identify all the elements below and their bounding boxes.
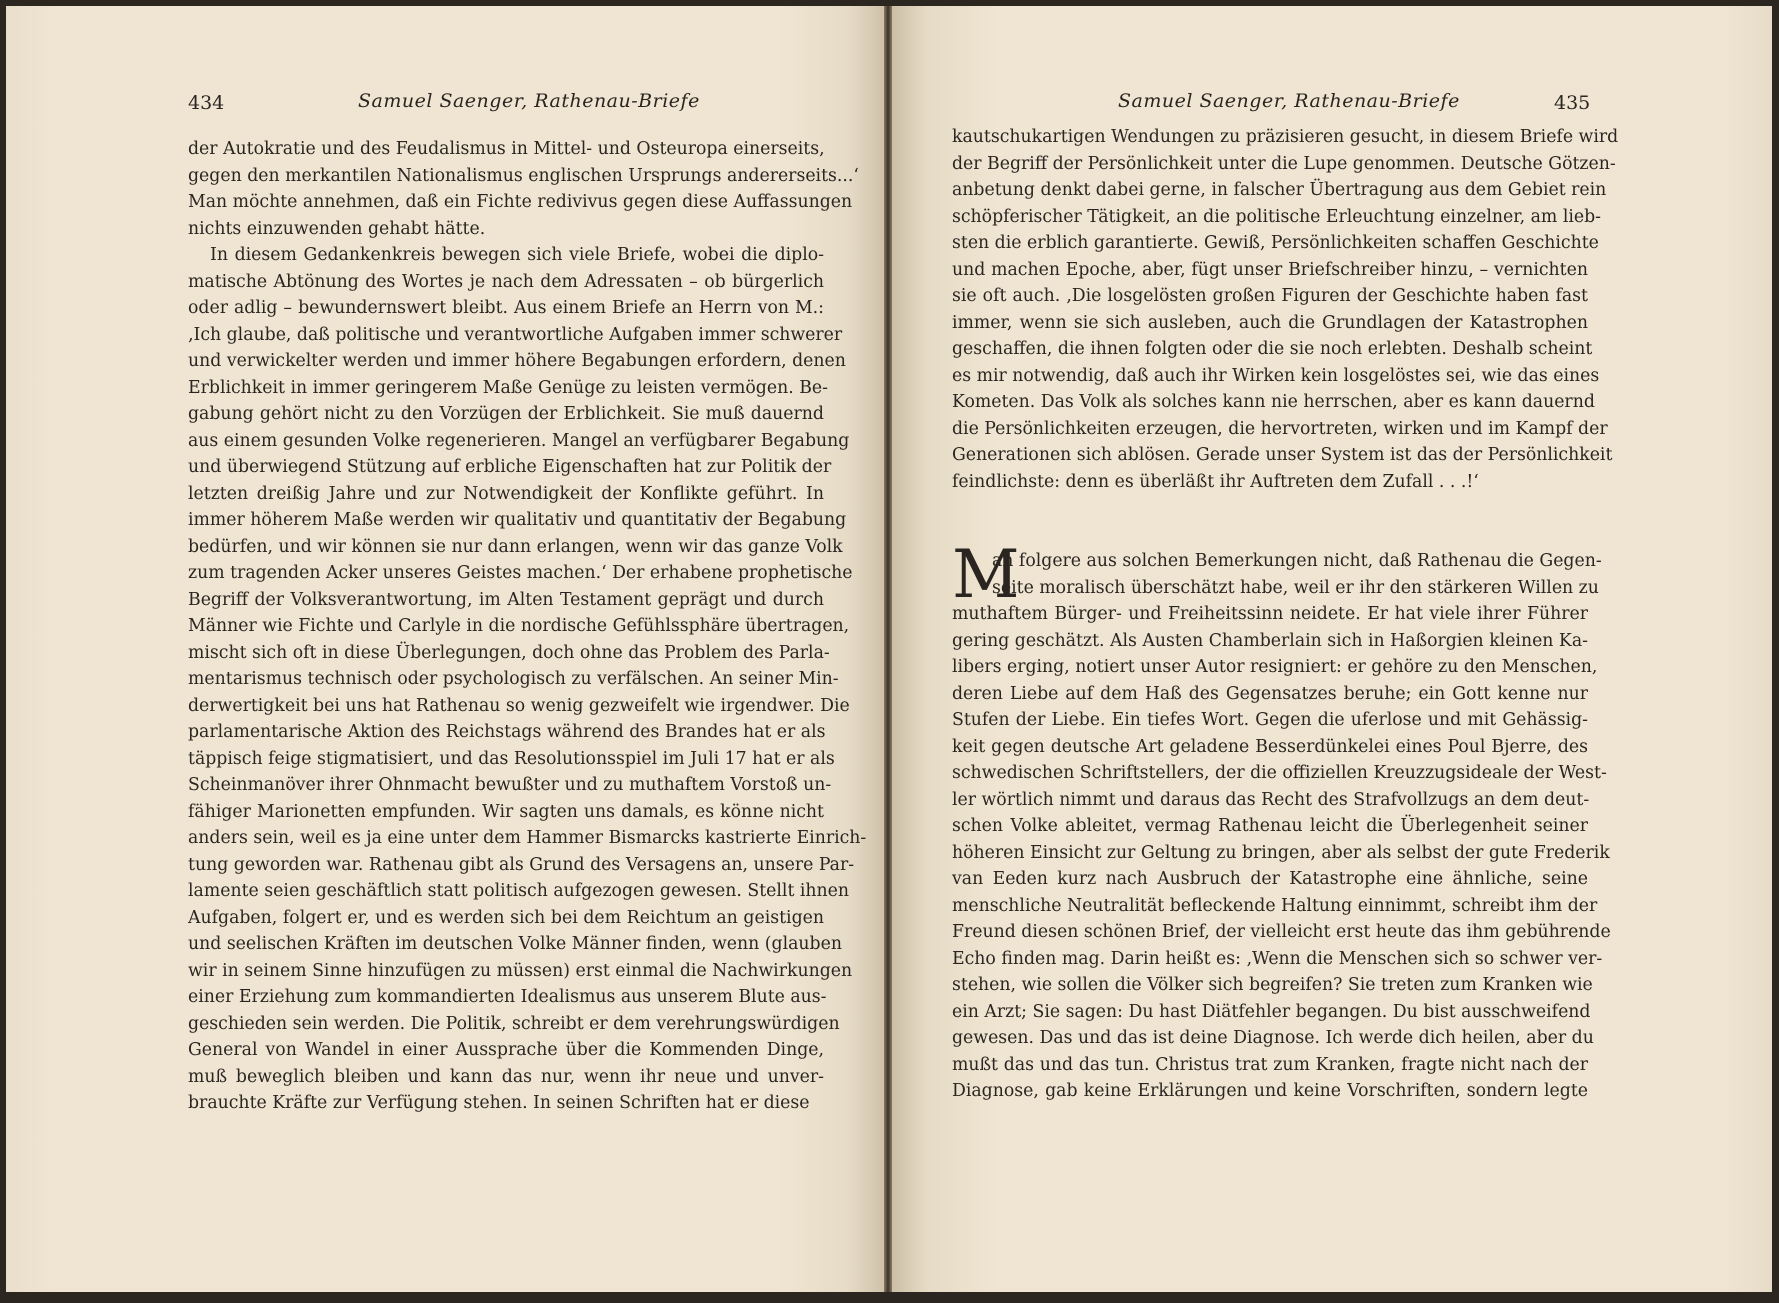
text-line: der Begriff der Persönlichkeit unter die Lupe genommen. Deutsche Götzen- bbox=[952, 153, 1616, 174]
text-line: sie oft auch. ‚Die losgelösten großen Figuren der Geschichte haben fast bbox=[952, 286, 1588, 306]
text-line: gabung gehört nicht zu den Vorzügen der Erblichkeit. Sie muß dauernd bbox=[188, 404, 824, 424]
text-line: libers erging, notiert unser Autor resigniert: er gehöre zu den Menschen, bbox=[952, 657, 1598, 677]
right-body-text-bottom bbox=[952, 601, 1611, 1105]
page-number-right: 435 bbox=[1554, 92, 1591, 114]
text-line: Erblichkeit in immer geringerem Maße Genüge zu leisten vermögen. Be- bbox=[188, 377, 828, 398]
text-line: menschliche Neutralität befleckende Haltung einnimmt, schreibt ihm der bbox=[952, 895, 1598, 916]
right-page bbox=[892, 6, 1772, 1292]
text-line: derwertigkeit bei uns hat Rathenau so wenig gezweifelt wie irgendwer. Die bbox=[188, 695, 850, 716]
book-gutter bbox=[884, 6, 892, 1292]
text-line: Scheinmanöver ihrer Ohnmacht bewußter und zu muthaftem Vorstoß un- bbox=[188, 775, 832, 795]
text-line: deren Liebe auf dem Haß des Gegensatzes beruhe; ein Gott kenne nur bbox=[952, 683, 1588, 704]
text-line: feindlichste: denn es überläßt ihr Auftreten dem Zufall . . .!‘ bbox=[952, 471, 1479, 492]
text-line: brauchte Kräfte zur Verfügung stehen. In seinen Schriften hat er diese bbox=[188, 1093, 810, 1113]
text-line: anders sein, weil es ja eine unter dem Hammer Bismarcks kastrierte Einrich- bbox=[188, 828, 867, 848]
text-line: anbetung denkt dabei gerne, in falscher Übertragung aus dem Gebiet rein bbox=[952, 180, 1607, 200]
text-line: gewesen. Das und das ist deine Diagnose. Ich werde dich heilen, aber du bbox=[952, 1028, 1594, 1048]
text-line: höheren Einsicht zur Geltung zu bringen, aber als selbst der gute Frederik bbox=[952, 842, 1610, 863]
text-line: und seelischen Kräften im deutschen Volke Männer finden, wenn (glauben bbox=[188, 934, 842, 954]
text-line: ein Arzt; Sie sagen: Du hast Diätfehler begangen. Du bist ausschweifend bbox=[952, 1001, 1591, 1022]
text-line: kautschukartigen Wendungen zu präzisieren gesucht, in diesem Briefe wird bbox=[952, 127, 1619, 147]
text-line: schwedischen Schriftstellers, der die offiziellen Kreuzzugsideale der West- bbox=[952, 763, 1607, 783]
text-line: General von Wandel in einer Aussprache über die Kommenden Dinge, bbox=[188, 1040, 824, 1060]
text-line: wir in seinem Sinne hinzufügen zu müssen) erst einmal die Nachwirkungen bbox=[188, 960, 853, 981]
text-line: Aufgaben, folgert er, und es werden sich bei dem Reichtum an geistigen bbox=[188, 907, 824, 928]
page-number-left: 434 bbox=[188, 92, 225, 114]
text-line: schöpferischer Tätigkeit, an die politische Erleuchtung einzelner, am lieb- bbox=[952, 206, 1601, 227]
text-line: und verwickelter werden und immer höhere Begabungen erfordern, denen bbox=[188, 351, 846, 371]
text-line: einer Erziehung zum kommandierten Idealismus aus unserem Blute aus- bbox=[188, 987, 827, 1007]
text-line: parlamentarische Aktion des Reichstags während des Brandes hat er als bbox=[188, 722, 826, 742]
text-line: täppisch feige stigmatisiert, und das Resolutionsspiel im Juli 17 hat er als bbox=[188, 748, 835, 769]
text-line: keit gegen deutsche Art geladene Besserdünkelei eines Poul Bjerre, des bbox=[952, 736, 1588, 757]
text-line: aus einem gesunden Volke regenerieren. Mangel an verfügbarer Begabung bbox=[188, 430, 850, 451]
text-line: geschaffen, die ihnen folgten oder die sie noch erlebten. Deshalb scheint bbox=[952, 339, 1593, 359]
text-line: ‚Ich glaube, daß politische und verantwortliche Aufgaben immer schwerer bbox=[188, 324, 843, 345]
text-line: und überwiegend Stützung auf erbliche Eigenschaften hat zur Politik der bbox=[188, 457, 832, 477]
text-line: es mir notwendig, daß auch ihr Wirken kein losgelöstes sei, wie das eines bbox=[952, 365, 1600, 386]
text-line: stehen, wie sollen die Völker sich begreifen? Sie treten zum Kranken wie bbox=[952, 975, 1593, 995]
text-line: In diesem Gedankenkreis bewegen sich viele Briefe, wobei die diplo- bbox=[210, 245, 824, 265]
text-line: seite moralisch überschätzt habe, weil er ihr den stärkeren Willen zu bbox=[992, 577, 1599, 598]
text-line: an folgere aus solchen Bemerkungen nicht, daß Rathenau die Gegen- bbox=[992, 551, 1602, 571]
text-line: schen Volke ableitet, vermag Rathenau leicht die Überlegenheit seiner bbox=[952, 816, 1588, 836]
text-line: Man möchte annehmen, daß ein Fichte redivivus gegen diese Auffassungen bbox=[188, 192, 853, 212]
text-line: Generationen sich ablösen. Gerade unser System ist das der Persönlichkeit bbox=[952, 445, 1613, 465]
text-line: zum tragenden Acker unseres Geistes machen.‘ Der erhabene prophetische bbox=[188, 563, 853, 583]
text-line: und machen Epoche, aber, fügt unser Briefschreiber hinzu, – vernichten bbox=[952, 259, 1588, 280]
running-head-right: Samuel Saenger, Rathenau-Briefe bbox=[1118, 90, 1460, 112]
text-line: matische Abtönung des Wortes je nach dem Adressaten – ob bürgerlich bbox=[188, 271, 824, 292]
text-line: gegen den merkantilen Nationalismus englischen Ursprungs andererseits...‘ bbox=[188, 165, 859, 186]
right-body-text-top bbox=[952, 124, 1619, 495]
text-line: Freund diesen schönen Brief, der vielleicht erst heute das ihm gebührende bbox=[952, 922, 1611, 942]
text-line: nichts einzuwenden gehabt hätte. bbox=[188, 218, 486, 239]
text-line: sten die erblich garantierte. Gewiß, Persönlichkeiten schaffen Geschichte bbox=[952, 233, 1599, 253]
text-line: Stufen der Liebe. Ein tiefes Wort. Gegen die uferlose und mit Gehässig- bbox=[952, 710, 1588, 730]
right-section-start bbox=[952, 536, 1602, 613]
text-line: Begriff der Volksverantwortung, im Alten Testament geprägt und durch bbox=[188, 589, 824, 610]
text-line: letzten dreißig Jahre und zur Notwendigkeit der Konflikte geführt. In bbox=[188, 483, 824, 504]
text-line: ler wörtlich nimmt und daraus das Recht des Strafvollzugs an dem deut- bbox=[952, 789, 1590, 810]
text-line: Echo finden mag. Darin heißt es: ‚Wenn die Menschen sich so schwer ver- bbox=[952, 948, 1603, 969]
text-line: tung geworden war. Rathenau gibt als Grund des Versagens an, unsere Par- bbox=[188, 854, 855, 875]
text-line: mußt das und das tun. Christus trat zum Kranken, fragte nicht nach der bbox=[952, 1054, 1588, 1075]
text-line: die Persönlichkeiten erzeugen, die hervortreten, wirken und im Kampf der bbox=[952, 418, 1608, 439]
left-page bbox=[6, 6, 884, 1292]
text-line: van Eeden kurz nach Ausbruch der Katastrophe eine ähnliche, seine bbox=[952, 869, 1588, 889]
text-line: der Autokratie und des Feudalismus in Mittel- und Osteuropa einerseits, bbox=[188, 139, 825, 159]
text-line: bedürfen, und wir können sie nur dann erlangen, wenn wir das ganze Volk bbox=[188, 536, 843, 557]
text-line: mentarismus technisch oder psychologisch zu verfälschen. An seiner Min- bbox=[188, 669, 839, 689]
text-line: fähiger Marionetten empfunden. Wir sagten uns damals, es könne nicht bbox=[188, 801, 824, 822]
text-line: gering geschätzt. Als Austen Chamberlain sich in Haßorgien kleinen Ka- bbox=[952, 630, 1588, 651]
left-body-text bbox=[188, 136, 867, 1117]
text-line: geschieden sein werden. Die Politik, schreibt er dem verehrungswürdigen bbox=[188, 1013, 840, 1034]
text-line: immer, wenn sie sich ausleben, auch die Grundlagen der Katastrophen bbox=[952, 312, 1588, 333]
text-line: lamente seien geschäftlich statt politisch aufgezogen gewesen. Stellt ihnen bbox=[188, 881, 850, 901]
text-line: oder adlig – bewundernswert bleibt. Aus einem Briefe an Herrn von M.: bbox=[188, 298, 824, 318]
text-line: Diagnose, gab keine Erklärungen und keine Vorschriften, sondern legte bbox=[952, 1081, 1588, 1101]
text-line: immer höherem Maße werden wir qualitativ und quantitativ der Begabung bbox=[188, 510, 847, 530]
running-head-left: Samuel Saenger, Rathenau-Briefe bbox=[358, 90, 700, 112]
text-line: muthaftem Bürger- und Freiheitssinn neidete. Er hat viele ihrer Führer bbox=[952, 604, 1588, 624]
text-line: Kometen. Das Volk als solches kann nie herrschen, aber es kann dauernd bbox=[952, 392, 1595, 412]
drop-cap-letter: M bbox=[952, 536, 1020, 613]
text-line: muß beweglich bleiben und kann das nur, wenn ihr neue und unver- bbox=[188, 1066, 824, 1087]
text-line: mischt sich oft in diese Überlegungen, doch ohne das Problem des Parla- bbox=[188, 642, 830, 663]
text-line: Männer wie Fichte und Carlyle in die nordische Gefühlssphäre übertragen, bbox=[188, 616, 850, 636]
